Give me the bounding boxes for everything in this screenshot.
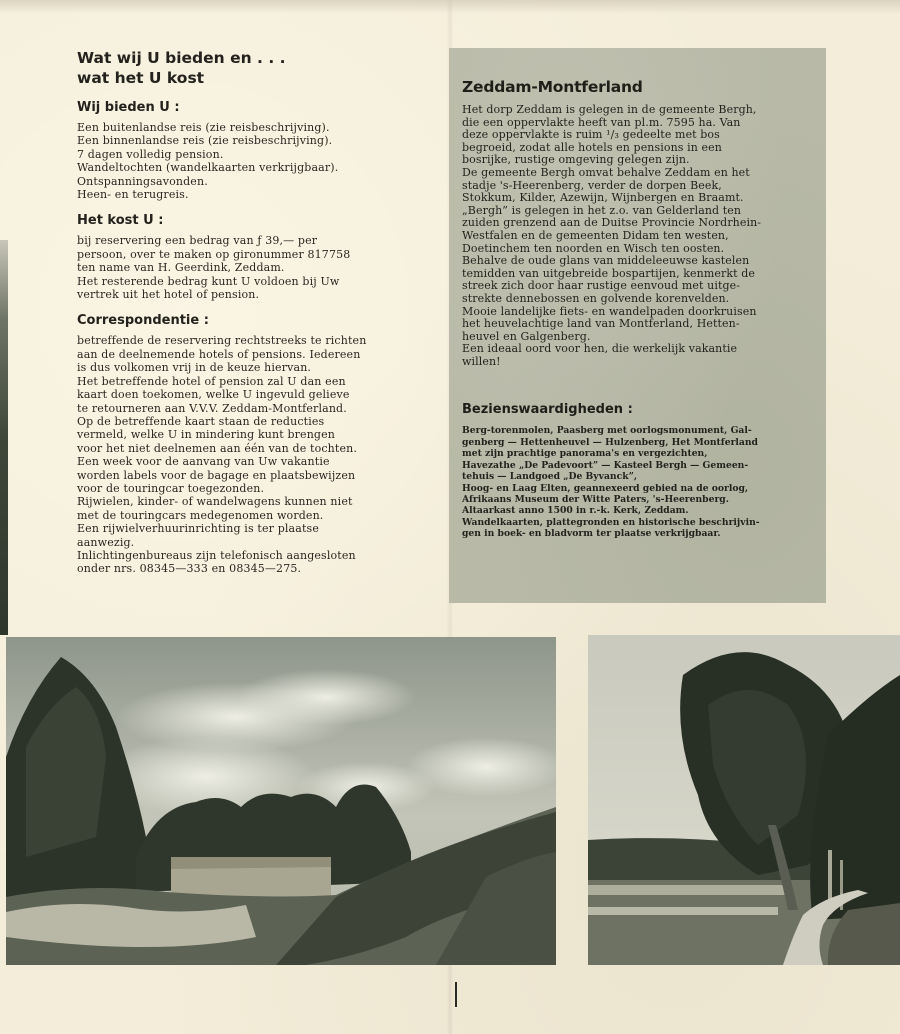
description-line: willen! xyxy=(462,354,501,368)
description-line: strekte dennebossen en golvende korenvelden. xyxy=(462,291,730,305)
offer-line: Een buitenlandse reis (zie reisbeschrijving). xyxy=(77,121,330,134)
correspondence-line: voor de touringcar toegezonden. xyxy=(77,481,265,495)
sights-line: tehuis — Landgoed „De Byvanck”, xyxy=(462,471,638,483)
cost-line: bij reservering een bedrag van ƒ 39,— per xyxy=(77,234,318,248)
correspondence-heading: Correspondentie : xyxy=(77,313,209,329)
sights-line: gen in boek- en bladvorm ter plaatse verkrijgbaar. xyxy=(462,528,721,540)
sights-line: Afrikaans Museum der Witte Paters, 's-Heerenberg. xyxy=(462,493,729,505)
adjacent-page-photo-edge xyxy=(0,240,8,635)
correspondence-line: Inlichtingenbureaus zijn telefonisch aangesloten xyxy=(77,548,356,562)
correspondence-line: Een week voor de aanvang van Uw vakantie xyxy=(77,455,330,469)
correspondence-line: met de touringcars medegenomen worden. xyxy=(77,508,324,522)
sights-line: Berg-torenmolen, Paasberg met oorlogsmonument, Gal- xyxy=(462,425,752,437)
sights-line: met zijn prachtige panorama's en vergezichten, xyxy=(462,448,708,460)
correspondence-line: Het betreffende hotel of pension zal U dan een xyxy=(77,374,346,388)
correspondence-line: aan de deelnemende hotels of pensions. Iedereen xyxy=(77,347,361,361)
sights-heading: Bezienswaardigheden : xyxy=(462,402,633,418)
zeddam-info-box xyxy=(449,48,826,603)
cost-line: ten name van H. Geerdink, Zeddam. xyxy=(77,261,285,275)
offer-line: Wandeltochten (wandelkaarten verkrijgbaar). xyxy=(77,161,339,175)
description-line: temidden van uitgebreide bospartijen, kenmerkt de xyxy=(462,266,755,280)
sights-line: Hoog- en Laag Elten, geannexeerd gebied na de oorlog, xyxy=(462,482,749,494)
page-title xyxy=(77,48,402,88)
offer-line: Een binnenlandse reis (zie reisbeschrijving). xyxy=(77,134,333,148)
description-line: bosrijke, rustige omgeving gelegen zijn. xyxy=(462,153,690,167)
description-line: heuvel en Galgenberg. xyxy=(462,329,591,343)
zeddam-description xyxy=(462,104,810,368)
correspondence-paragraph xyxy=(77,334,402,575)
description-line: Behalve de oude glans van middeleeuwse kastelen xyxy=(462,254,750,268)
correspondence-line: is dus volkomen vrij in de keuze hiervan. xyxy=(77,361,312,375)
correspondence-line: Op de betreffende kaart staan de reducties xyxy=(77,414,325,428)
correspondence-line: te retourneren aan V.V.V. Zeddam-Montferland. xyxy=(77,401,347,415)
description-line: „Bergh” is gelegen in het z.o. van Gelderland ten xyxy=(462,203,742,217)
landscape-photo-heath xyxy=(6,637,556,965)
description-line: Het dorp Zeddam is gelegen in de gemeente Bergh, xyxy=(462,103,757,116)
sights-list xyxy=(462,425,810,539)
correspondence-line: aanwezig. xyxy=(77,535,135,549)
sights-line: Havezathe „De Padevoort” — Kasteel Bergh — Gemeen- xyxy=(462,459,749,471)
sights-line: Wandelkaarten, plattegronden en historische beschrijvin- xyxy=(462,516,760,528)
offer-and-cost-column xyxy=(77,48,402,576)
correspondence-line: vermeld, welke U in mindering kunt brengen xyxy=(77,428,336,442)
cost-line: Het resterende bedrag kunt U voldoen bij Uw xyxy=(77,274,340,288)
description-line: het heuvelachtige land van Montferland, Hetten- xyxy=(462,317,740,331)
description-line: stadje 's-Heerenberg, verder de dorpen Beek, xyxy=(462,178,722,192)
description-line: begroeid, zodat alle hotels en pensions in een xyxy=(462,140,722,154)
correspondence-line: kaart doen toekomen, welke U ingevuld gelieve xyxy=(77,388,350,402)
description-line: De gemeente Bergh omvat behalve Zeddam en het xyxy=(462,165,750,179)
offer-heading: Wij bieden U : xyxy=(77,100,180,115)
cost-heading: Het kost U : xyxy=(77,213,164,229)
description-line: Mooie landelijke fiets- en wandelpaden doorkruisen xyxy=(462,304,757,318)
description-line: Westfalen en de gemeenten Didam ten westen, xyxy=(462,228,729,242)
box-title: Zeddam-Montferland xyxy=(462,78,643,96)
description-line: Doetinchem ten noorden en Wisch ten oosten. xyxy=(462,241,725,255)
cost-line: persoon, over te maken op gironummer 817758 xyxy=(77,247,351,261)
sights-line: Altaarkast anno 1500 in r.-k. Kerk, Zeddam. xyxy=(462,505,689,517)
page-number-mark xyxy=(455,982,457,1007)
offer-line: 7 dagen volledig pension. xyxy=(77,147,224,161)
description-line: Stokkum, Kilder, Azewijn, Wijnbergen en Braamt. xyxy=(462,191,744,205)
title-line: wat het U kost xyxy=(77,69,205,87)
description-line: die een oppervlakte heeft van pl.m. 7595 ha. Van xyxy=(462,115,741,129)
cost-paragraph xyxy=(77,234,402,301)
description-line: streek zich door haar rustige eenvoud met uitge- xyxy=(462,279,741,293)
paper-crease xyxy=(0,0,900,14)
offer-line: Ontspanningsavonden. xyxy=(77,174,208,188)
correspondence-line: worden labels voor de bagage en plaatsbewijzen xyxy=(77,468,356,482)
correspondence-line: betreffende de reservering rechtstreeks te richten xyxy=(77,334,367,348)
sights-line: genberg — Hettenheuvel — Hulzenberg, Het Montferland xyxy=(462,436,758,448)
offer-list xyxy=(77,121,402,201)
title-line: Wat wij U bieden en . . . xyxy=(77,49,286,67)
correspondence-line: onder nrs. 08345—333 en 08345—275. xyxy=(77,562,302,576)
landscape-photo-birch-lane xyxy=(588,635,900,965)
correspondence-line: voor het niet deelnemen aan één van de tochten. xyxy=(77,441,357,455)
correspondence-line: Een rijwielverhuurinrichting is ter plaatse xyxy=(77,522,319,536)
description-line: deze oppervlakte is ruim ¹/₃ gedeelte met bos xyxy=(462,128,720,142)
cost-line: vertrek uit het hotel of pension. xyxy=(77,288,260,302)
description-line: zuiden grenzend aan de Duitse Provincie Nordrhein- xyxy=(462,216,762,230)
correspondence-line: Rijwielen, kinder- of wandelwagens kunnen niet xyxy=(77,495,353,509)
description-line: Een ideaal oord voor hen, die werkelijk vakantie xyxy=(462,342,738,356)
offer-line: Heen- en terugreis. xyxy=(77,188,189,202)
